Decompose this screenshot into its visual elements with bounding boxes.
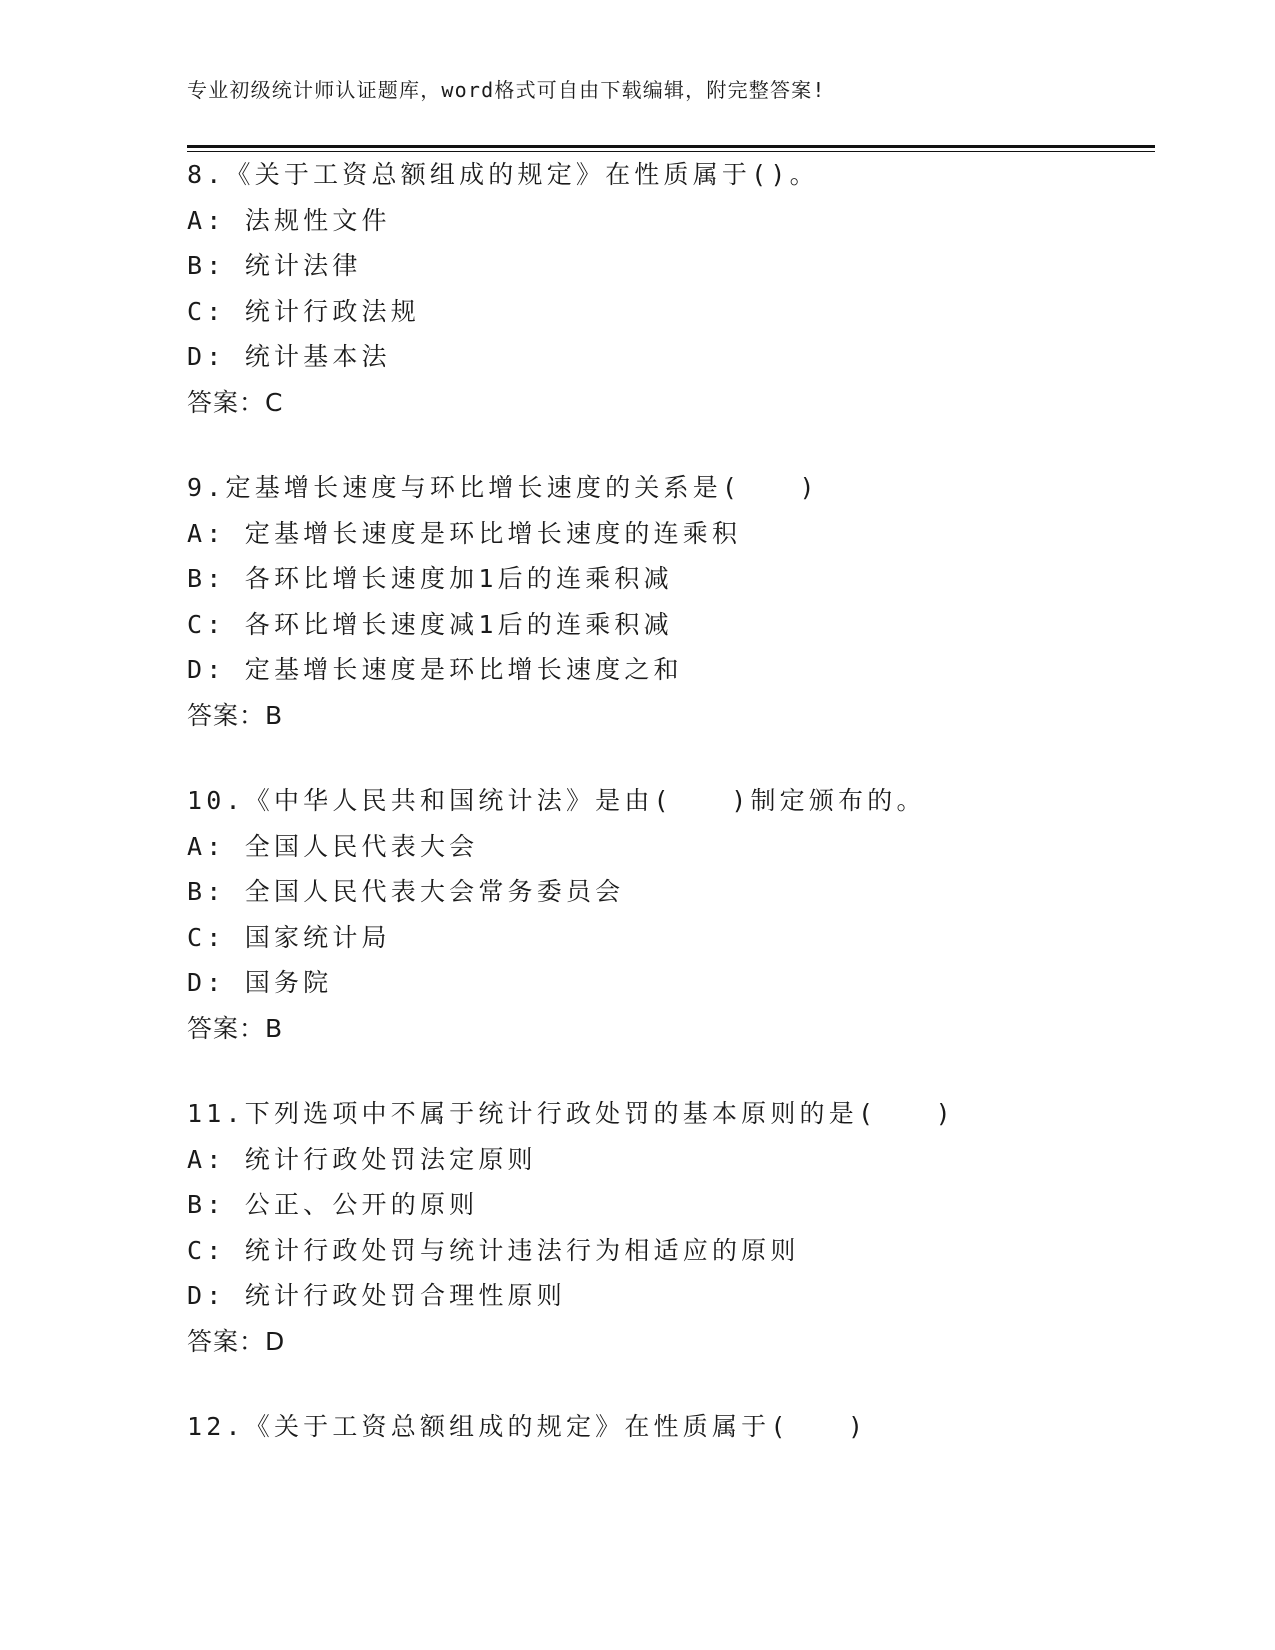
option-c: C: 国家统计局: [187, 922, 391, 952]
header-rule-thick: [187, 145, 1155, 148]
question-8: [187, 152, 1167, 425]
option-c: C: 各环比增长速度减1后的连乘积减: [187, 609, 673, 639]
answer: 答案：B: [187, 1013, 284, 1043]
option-d: D: 定基增长速度是环比增长速度之和: [187, 655, 683, 684]
question-9: [187, 465, 1167, 738]
question-stem: 9.定基增长速度与环比增长速度的关系是( ): [187, 473, 819, 502]
question-stem: 8.《关于工资总额组成的规定》在性质属于()。: [187, 160, 819, 189]
question-11: [187, 1091, 1167, 1364]
option-a: A: 统计行政处罚法定原则: [187, 1144, 537, 1174]
option-a: A: 定基增长速度是环比增长速度的连乘积: [187, 518, 742, 548]
option-b: B: 全国人民代表大会常务委员会: [187, 877, 625, 906]
answer: 答案：B: [187, 700, 284, 730]
question-stem: 10.《中华人民共和国统计法》是由( )制定颁布的。: [187, 786, 926, 815]
question-stem: 11.下列选项中不属于统计行政处罚的基本原则的是( ): [187, 1099, 955, 1128]
option-b: B: 统计法律: [187, 251, 362, 280]
question-stem: 12.《关于工资总额组成的规定》在性质属于( ): [187, 1412, 868, 1441]
answer: 答案：D: [187, 1326, 286, 1356]
question-12: [187, 1404, 1167, 1450]
option-a: A: 全国人民代表大会: [187, 831, 479, 861]
option-d: D: 统计基本法: [187, 342, 391, 371]
option-d: D: 国务院: [187, 968, 333, 997]
option-c: C: 统计行政法规: [187, 296, 420, 326]
option-d: D: 统计行政处罚合理性原则: [187, 1281, 566, 1310]
option-b: B: 公正、公开的原则: [187, 1190, 479, 1219]
question-10: [187, 778, 1167, 1051]
option-a: A: 法规性文件: [187, 205, 391, 235]
answer: 答案：C: [187, 387, 284, 417]
option-b: B: 各环比增长速度加1后的连乘积减: [187, 564, 673, 593]
document-header: 专业初级统计师认证题库，word格式可自由下载编辑，附完整答案!: [187, 78, 826, 102]
option-c: C: 统计行政处罚与统计违法行为相适应的原则: [187, 1235, 800, 1265]
